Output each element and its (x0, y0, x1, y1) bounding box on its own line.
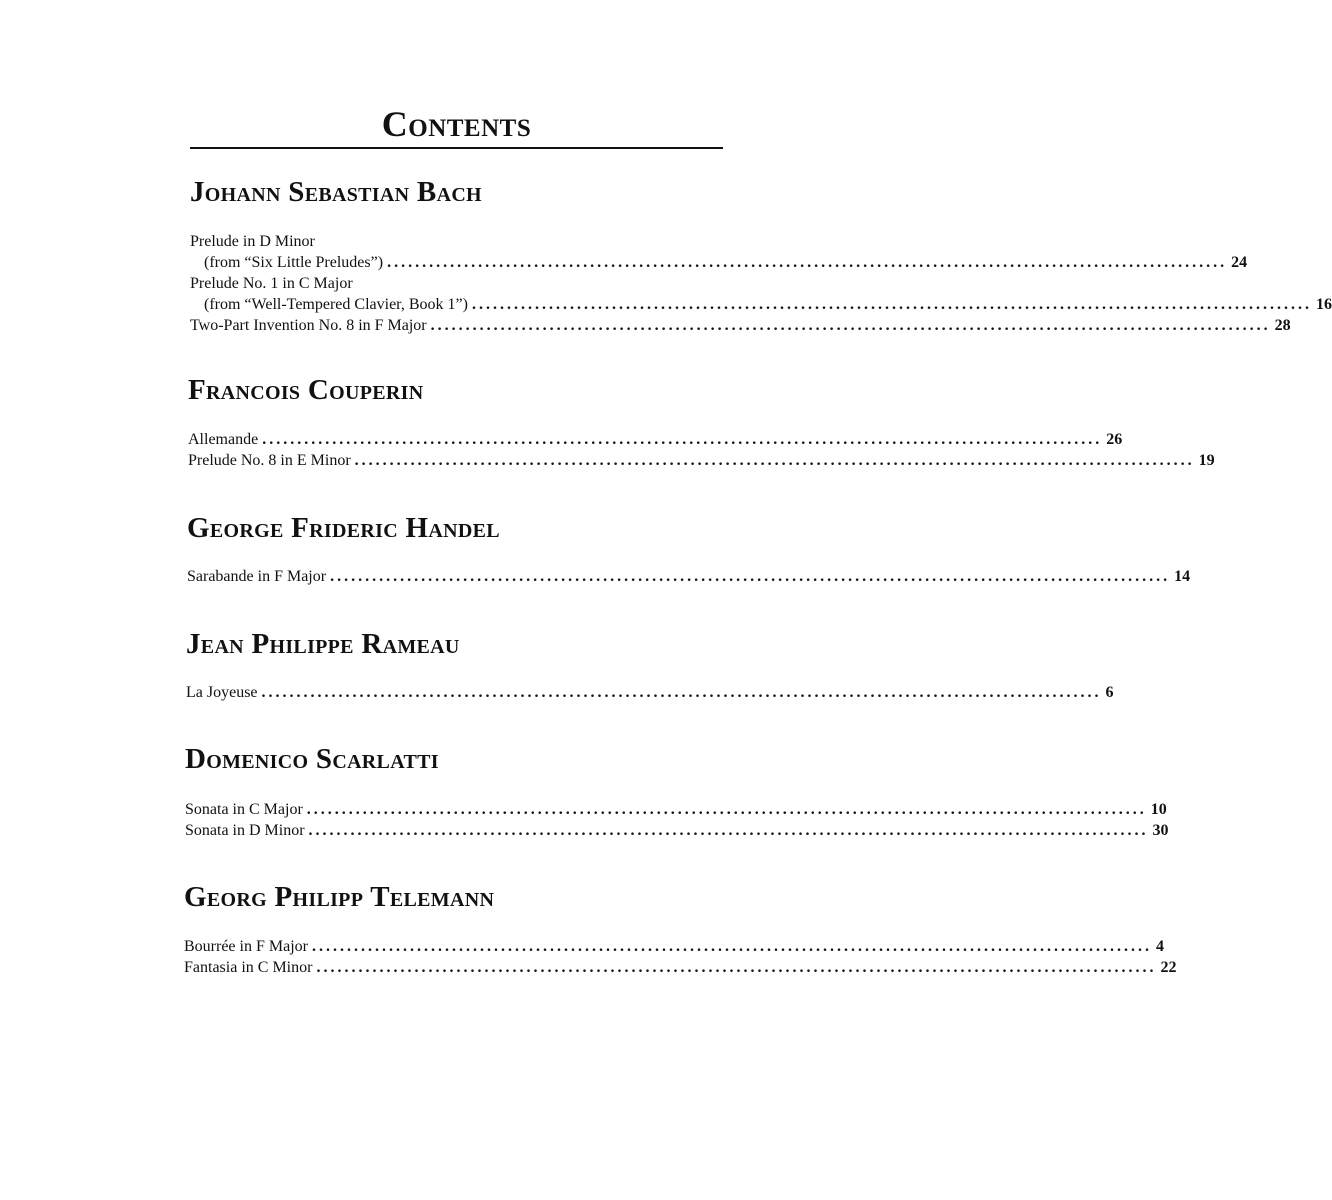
dot-leader: ........................................................................................................................ (262, 431, 1103, 448)
entry-list-rameau (186, 683, 1114, 704)
entry-title: Sarabande in F Major (187, 568, 327, 585)
entry-title: Allemande (188, 431, 259, 448)
dot-leader: ........................................................................................................................ (430, 317, 1271, 334)
dot-leader: ........................................................................................................................ (316, 959, 1157, 976)
entry-title: Prelude No. 1 in C Major (190, 275, 353, 292)
entry-list-telemann (184, 937, 1177, 979)
toc-entry[interactable] (190, 253, 1248, 274)
entry-title: Two-Part Invention No. 8 in F Major (190, 317, 427, 334)
page-number: 26 (1106, 431, 1123, 448)
dot-leader: ........................................................................................................................ (306, 801, 1147, 818)
entry-list-bach (190, 232, 1332, 337)
entry-title: Fantasia in C Minor (184, 959, 313, 976)
entry-list-scarlatti (185, 800, 1169, 842)
toc-entry[interactable] (188, 451, 1215, 472)
page-title: Contents (381, 104, 532, 144)
toc-entry[interactable] (184, 937, 1164, 958)
toc-entry[interactable] (190, 232, 700, 253)
composer-heading-scarlatti: Domenico Scarlatti (185, 743, 439, 775)
page-number: 28 (1274, 317, 1291, 334)
entry-title: Sonata in D Minor (185, 822, 305, 839)
toc-entry[interactable] (190, 295, 1332, 316)
page-number: 22 (1160, 959, 1177, 976)
composer-heading-handel: George Frideric Handel (187, 512, 500, 544)
composer-heading-bach: Johann Sebastian Bach (190, 176, 482, 208)
toc-entry[interactable] (190, 274, 700, 295)
toc-entry[interactable] (186, 683, 1114, 704)
toc-entry[interactable] (190, 316, 1291, 337)
entry-title: Sonata in C Major (185, 801, 303, 818)
dot-leader: ........................................................................................................................ (387, 254, 1228, 271)
entry-list-couperin (188, 430, 1215, 472)
toc-entry[interactable] (185, 800, 1167, 821)
dot-leader: ........................................................................................................................ (311, 938, 1152, 955)
page-number: 10 (1150, 801, 1167, 818)
entry-title: Prelude in D Minor (190, 233, 315, 250)
entry-title: (from “Well-Tempered Clavier, Book 1”) (204, 296, 468, 313)
page-number: 24 (1231, 254, 1248, 271)
entry-title: Prelude No. 8 in E Minor (188, 452, 351, 469)
page-number: 30 (1152, 822, 1169, 839)
composer-heading-telemann: Georg Philipp Telemann (184, 881, 495, 913)
toc-entry[interactable] (184, 958, 1177, 979)
toc-entry[interactable] (187, 567, 1191, 588)
entry-title: (from “Six Little Preludes”) (204, 254, 384, 271)
page-number: 6 (1105, 684, 1114, 701)
entry-title: Bourrée in F Major (184, 938, 308, 955)
dot-leader: ........................................................................................................................ (471, 296, 1312, 313)
dot-leader: ........................................................................................................................ (308, 822, 1149, 839)
composer-heading-rameau: Jean Philippe Rameau (186, 628, 460, 660)
toc-entry[interactable] (188, 430, 1123, 451)
composer-heading-couperin: Francois Couperin (188, 374, 424, 406)
dot-leader: ........................................................................................................................ (330, 568, 1171, 585)
toc-entry[interactable] (185, 821, 1169, 842)
dot-leader: ........................................................................................................................ (261, 684, 1102, 701)
entry-list-handel (187, 567, 1191, 588)
page-number: 4 (1155, 938, 1164, 955)
dot-leader: ........................................................................................................................ (354, 452, 1195, 469)
title-rule (190, 147, 723, 149)
entry-title: La Joyeuse (186, 684, 258, 701)
page-number: 19 (1198, 452, 1215, 469)
page-number: 14 (1174, 568, 1191, 585)
page-number: 16 (1315, 296, 1332, 313)
